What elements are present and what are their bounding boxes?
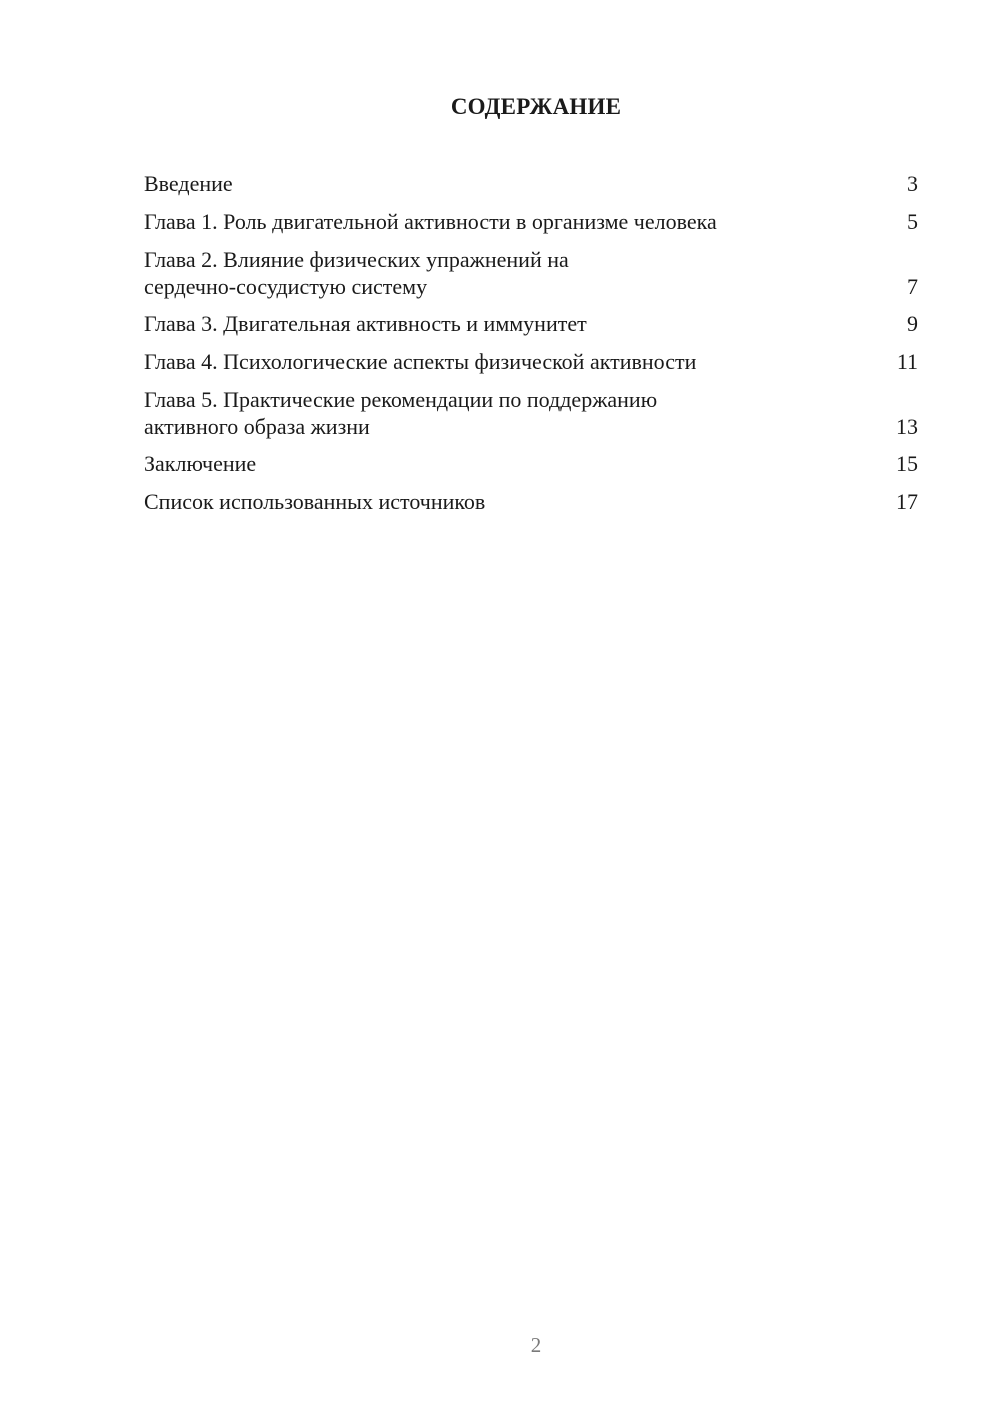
toc-entry-title: Введение [144, 171, 233, 196]
toc-entry [144, 246, 918, 300]
toc-entry [144, 170, 918, 197]
toc-entry-title: Заключение [144, 451, 257, 476]
table-of-contents [144, 170, 918, 526]
page-number: 2 [530, 1333, 542, 1357]
toc-entry [144, 386, 918, 440]
toc-entry-page: 17 [896, 489, 918, 514]
toc-entry [144, 208, 918, 235]
toc-entry-page: 13 [896, 414, 918, 439]
toc-entry-page: 11 [896, 349, 918, 374]
toc-entry [144, 450, 918, 477]
toc-entry-title: Глава 5. Практические рекомендации по поддержанию активного образа жизни [144, 387, 658, 439]
toc-entry-page: 3 [907, 171, 918, 196]
toc-entry-page: 5 [907, 209, 918, 234]
toc-entry-title: Глава 2. Влияние физических упражнений на сердечно-сосудистую систему [144, 247, 569, 299]
toc-entry [144, 348, 918, 375]
toc-entry-page: 15 [896, 451, 918, 476]
toc-entry-title: Список использованных источников [144, 489, 486, 514]
toc-entry-title: Глава 1. Роль двигательной активности в организме человека [144, 209, 717, 234]
toc-entry-page: 7 [907, 274, 918, 299]
toc-entry-title: Глава 4. Психологические аспекты физической активности [144, 349, 697, 374]
page-title: СОДЕРЖАНИЕ [450, 94, 622, 119]
toc-entry-page: 9 [907, 311, 918, 336]
toc-entry [144, 310, 918, 337]
toc-entry-title: Глава 3. Двигательная активность и иммунитет [144, 311, 587, 336]
toc-entry [144, 488, 918, 515]
